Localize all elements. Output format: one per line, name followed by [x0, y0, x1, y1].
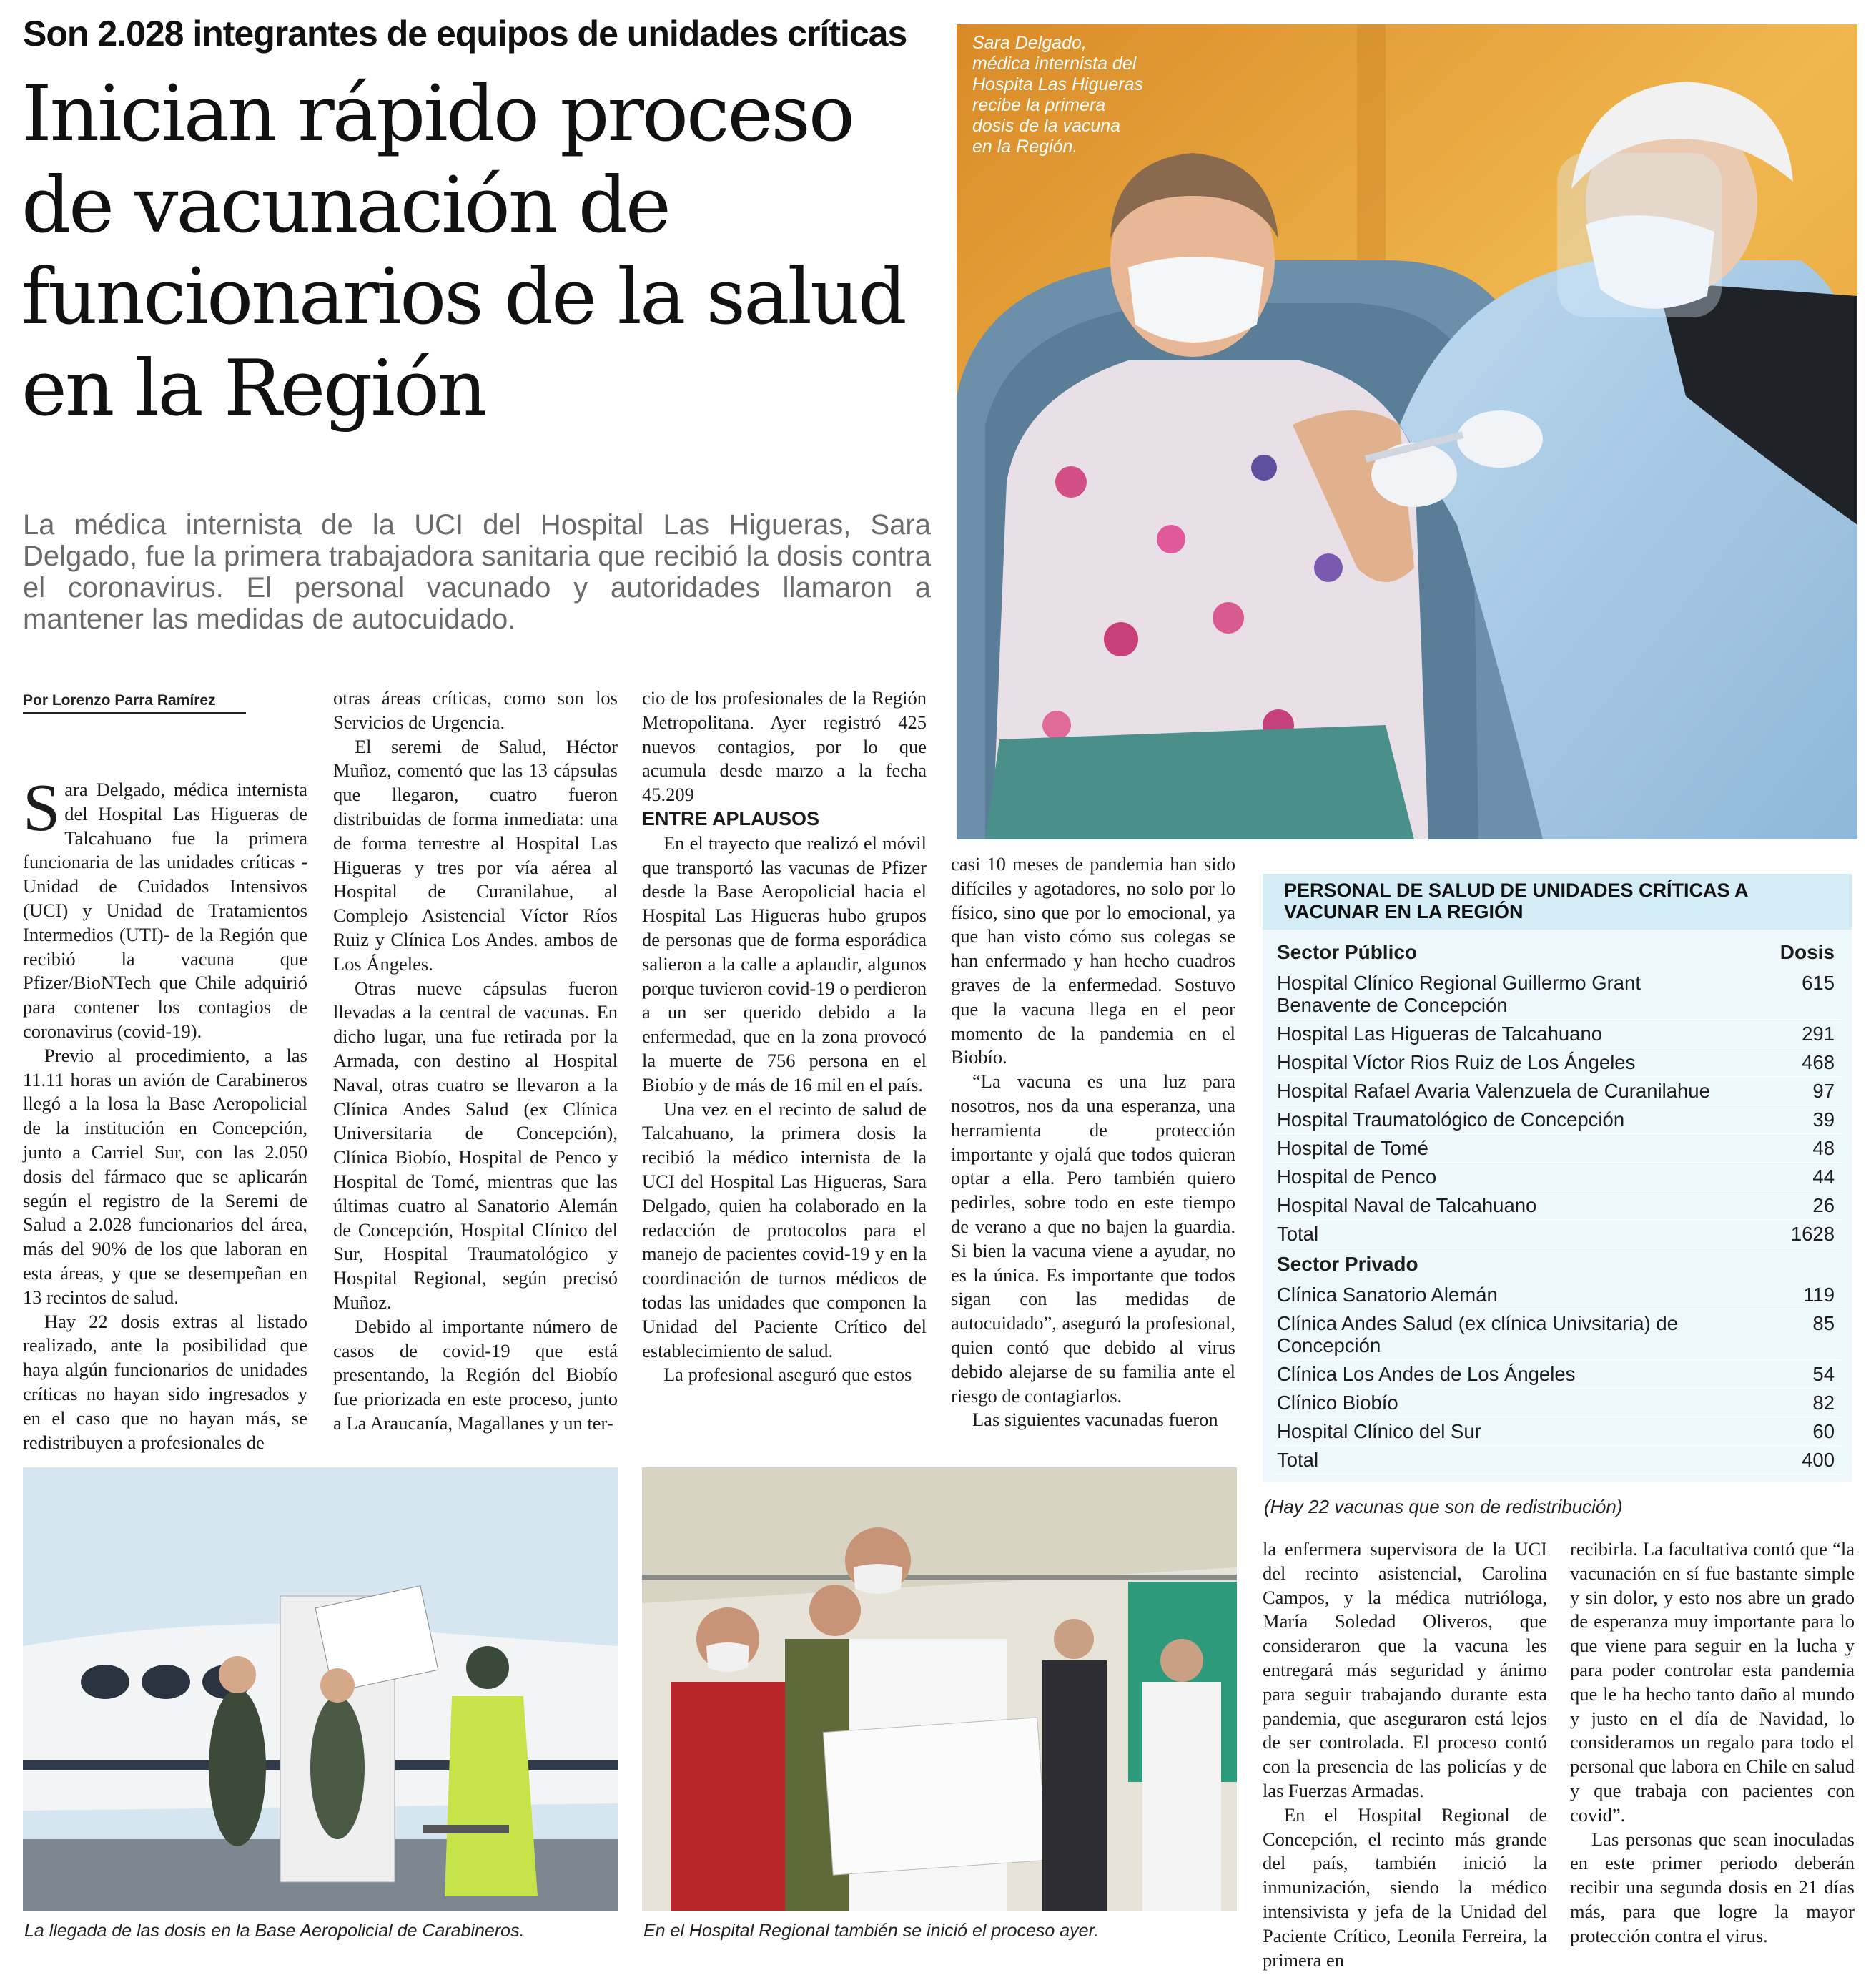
row-name: Hospital de Penco — [1277, 1166, 1437, 1188]
paragraph: El seremi de Salud, Héctor Muñoz, comentó que las 13 cápsulas que llegaron, cuatro fueron distribuidas de forma inmediata: una de forma terrestre al Hospital Las Higueras y tres por vía aérea al Hospital de Curanilahue, al Complejo Asistencial Víctor Ríos Ruiz y Clínica Los Andes. ambos de Los Ángeles. — [333, 735, 618, 975]
table-row — [1274, 1163, 1840, 1191]
main-photo-caption: Sara Delgado, médica internista del Hospita Las Higueras recibe la primera dosis de la vacuna en la Región. — [972, 33, 1144, 157]
headline: Inician rápido proceso de vacunación de funcionarios de la salud en la Región — [21, 69, 905, 433]
table-row — [1274, 1048, 1840, 1077]
column-1 — [23, 771, 307, 1454]
row-dose-value: 60 — [1812, 1420, 1835, 1442]
paragraph: Una vez en el recinto de salud de Talcahuano, la primera dosis la recibió la médico internista de la UCI del Hospital Las Higueras, Sara Delgado, quien ha colaborado en la redacción de protocolos para el manejo de pacientes covid-19 y en la coordinación de turnos médicos de todas las unidades que componen la Unidad del Paciente Crítico del establecimiento de salud. — [642, 1098, 927, 1361]
dose-header: Dosis — [1779, 941, 1835, 963]
paragraph: Otras nueve cápsulas fueron llevadas a la central de vacunas. En dicho lugar, una fue retirada por la Armada, con destino al Hospital Naval, otras cuatro se llevaron a la Clínica Andes Salud (ex Clínica Universitaria de Concepción), Clínica Biobío, Hospital de Penco y Hospital de Tomé, mientras que las últimas cuatro al Sanatorio Alemán de Concepción, Hospital Clínico del Sur, Hospital Traumatológico y Hospital Regional, según precisó Muñoz. — [333, 977, 618, 1313]
row-name: Hospital Víctor Rios Ruiz de Los Ángeles — [1277, 1051, 1636, 1073]
byline: Por Lorenzo Parra Ramírez — [23, 692, 246, 714]
table-body — [1263, 930, 1852, 1482]
main-photo — [957, 24, 1857, 839]
row-dose-value: 291 — [1802, 1023, 1835, 1045]
row-name: Clínico Biobío — [1277, 1392, 1398, 1414]
paragraph: cio de los profesionales de la Región Metropolitana. Ayer registró 425 nuevos contagios, por lo que acumula desde marzo a la fecha 45.209 — [642, 687, 927, 806]
row-dose-value: 119 — [1803, 1284, 1835, 1306]
row-name: Hospital Traumatológico de Concepción — [1277, 1108, 1625, 1131]
row-name: Clínica Andes Salud (ex clínica Univsitaria) de Concepción — [1277, 1312, 1678, 1356]
hospital-photo — [642, 1467, 1237, 1911]
deck: La médica internista de la UCI del Hospital Las Higueras, Sara Delgado, fue la primera trabajadora sanitaria que recibió la dosis contra el coronavirus. El personal vacunado y autoridades llamaron a mantener las medidas de autocuidado. — [23, 509, 931, 635]
paragraph: casi 10 meses de pandemia han sido difíciles y agotadores, no solo por lo físico, sino que por lo emocional, ya que han visto cómo sus colegas se han enfermado y han hecho cuadros graves de la enfermedad. Sostuvo que la vacuna llega en el peor momento de la pandemia en el Biobío. — [951, 853, 1235, 1068]
row-name: Hospital Naval de Talcahuano — [1277, 1194, 1537, 1216]
paragraph: “La vacuna es una luz para nosotros, nos da una esperanza, una herramienta de protección importante y ojalá que todos quieran optar a ella. Pero también quiero pedirles, sobre todo en este tiempo de verano a que no bajen la guardia. Si bien la vacuna viene a ayudar, no es la única. Es importante que todos sigan con las medidas de autocuidado”, aseguró la profesional, quien contó que debido al virus debido alejarse de su familia ante el riesgo de contagiarlos. — [951, 1070, 1235, 1407]
row-dose-value: 468 — [1802, 1051, 1835, 1073]
vaccination-table — [1263, 874, 1852, 1482]
row-name: Hospital Las Higueras de Talcahuano — [1277, 1023, 1603, 1045]
table-row — [1274, 1020, 1840, 1048]
table-row — [1274, 1220, 1840, 1248]
drop-cap: S — [23, 771, 61, 845]
column-5 — [1263, 1537, 1547, 1972]
paragraph: otras áreas críticas, como son los Servicios de Urgencia. — [333, 687, 618, 733]
row-name: Clínica Sanatorio Alemán — [1277, 1284, 1498, 1306]
row-dose-value: 48 — [1812, 1137, 1835, 1159]
paragraph-text: ara Delgado, médica internista del Hospital Las Higueras de Talcahuano fue la primera funcionaria de las unidades críticas -Unidad de Cuidados Intensivos (UCI) y Unidad de Tratamientos Intermedios (UTI)- de la Región que recibió la vacuna que Pfizer/BioNTech que Chile adquirió para contener los contagios de coronavirus (covid-19). — [23, 779, 307, 1042]
row-name: Hospital de Tomé — [1277, 1137, 1428, 1159]
row-dose-value: 54 — [1812, 1363, 1835, 1385]
table-row — [1274, 1134, 1840, 1163]
table-title: PERSONAL DE SALUD DE UNIDADES CRÍTICAS A VACUNAR EN LA REGIÓN — [1263, 874, 1852, 930]
kicker: Son 2.028 integrantes de equipos de unidades críticas — [23, 14, 907, 54]
column-3 — [642, 686, 927, 1387]
public-sector-header: Sector Público — [1277, 941, 1418, 963]
table-row — [1274, 1077, 1840, 1105]
paragraph: Debido al importante número de casos de covid-19 que está presentando, la Región del Biobío fue priorizada en este proceso, junto a La Araucanía, Magallanes y un ter- — [333, 1315, 618, 1434]
table-row — [1274, 1309, 1840, 1360]
column-6 — [1570, 1537, 1855, 1949]
plane-photo-illustration — [23, 1467, 618, 1911]
plane-photo-caption: La llegada de las dosis en la Base Aeropolicial de Carabineros. — [24, 1921, 525, 1941]
table-header-row — [1274, 937, 1840, 969]
table-row — [1274, 1360, 1840, 1389]
row-name: Hospital Clínico Regional Guillermo Grant Benavente de Concepción — [1277, 972, 1641, 1016]
hospital-photo-caption: En el Hospital Regional también se inició el proceso ayer. — [643, 1921, 1099, 1941]
table-row — [1274, 1105, 1840, 1134]
row-name: Hospital Clínico del Sur — [1277, 1420, 1481, 1442]
row-name: Clínica Los Andes de Los Ángeles — [1277, 1363, 1576, 1385]
paragraph: Las personas que sean inoculadas en este primer periodo deberán recibir una segunda dosis en 21 días más, para que logre la mayor protección contra el virus. — [1570, 1828, 1855, 1946]
paragraph: La profesional aseguró que estos — [663, 1364, 912, 1386]
subhead: ENTRE APLAUSOS — [642, 807, 820, 829]
row-dose-value: 39 — [1812, 1108, 1835, 1131]
table-row — [1274, 1191, 1840, 1220]
paragraph: recibirla. La facultativa contó que “la vacunación en sí fue bastante simple y sin dolor, y esto nos abre un grado de esperanza muy importante para lo que viene para seguir en la lucha y para poder controlar esta pandemia que le ha hecho tanto daño al mundo y justo en el día de Navidad, lo consideramos un regalo para todo el personal que labora en Chile en salud y que trabaja con pacientes con covid”. — [1570, 1538, 1855, 1826]
row-name: Total — [1277, 1223, 1319, 1245]
paragraph: En el Hospital Regional de Concepción, el recinto más grande del país, también inició la inmunización, siendo la médico intensivista y jefa de la Unidad del Paciente Crítico, Leonila Ferreira, la primera en — [1263, 1803, 1547, 1971]
paragraph: Previo al procedimiento, a las 11.11 horas un avión de Carabineros llegó a la losa la Base Aeropolicial de la institución en Concepción, junto a Carriel Sur, con las 2.050 dosis del fármaco que se aplicarán según el registro de la Seremi de Salud a 2.028 funcionarios del área, más del 90% de los que laboran en esta áreas, y que se desempeñan en 13 recintos de salud. — [23, 1044, 307, 1308]
table-row — [1274, 969, 1840, 1020]
paragraph: la enfermera supervisora de la UCI del recinto asistencial, Carolina Campos, y la médica nutrióloga, María Soledad Oliveros, que consideraron que la vacuna les entregará más seguridad y ánimo para seguir trabajando durante esta pandemia, que aseguraron está lejos de ser controlada. El proceso contó con la presencia de las policías y de las Fuerzas Armadas. — [1263, 1538, 1547, 1801]
row-dose-value: 82 — [1812, 1392, 1835, 1414]
table-note: (Hay 22 vacunas que son de redistribución) — [1264, 1496, 1623, 1517]
public-rows — [1274, 969, 1840, 1248]
table-row — [1274, 1281, 1840, 1309]
column-2 — [333, 686, 618, 1436]
row-name: Total — [1277, 1449, 1319, 1471]
paragraph: Las siguientes vacunadas fueron — [972, 1409, 1218, 1431]
table-row — [1274, 1389, 1840, 1417]
hospital-photo-illustration — [642, 1467, 1237, 1911]
table-header-row — [1274, 1248, 1840, 1281]
row-dose-value: 26 — [1812, 1194, 1835, 1216]
row-dose-value: 615 — [1802, 972, 1835, 994]
row-dose-value: 1628 — [1790, 1223, 1835, 1245]
private-sector-header: Sector Privado — [1277, 1253, 1418, 1275]
paragraph: En el trayecto que realizó el móvil que transportó las vacunas de Pfizer desde la Base Aeropolicial hacia el Hospital Las Higueras hubo grupos de personas que de forma esporádica salieron a la calle a aplaudir, algunos porque tuvieron covid-19 o perdieron a un ser querido debido a la enfermedad, que en la zona provocó la muerte de 756 persona en el Biobío y de más de 16 mil en el país. — [642, 832, 927, 1095]
paragraph: Hay 22 dosis extras al listado realizado, ante la posibilidad que haya algún funcionarios de unidades críticas no hayan sido ingresados y en el caso que no hayan más, se redistribuyen a profesionales de — [23, 1310, 307, 1453]
column-4 — [951, 852, 1235, 1432]
row-name: Hospital Rafael Avaria Valenzuela de Curanilahue — [1277, 1080, 1710, 1102]
row-dose-value: 400 — [1802, 1449, 1835, 1471]
plane-photo — [23, 1467, 618, 1911]
row-dose-value: 44 — [1812, 1166, 1835, 1188]
row-dose-value: 97 — [1812, 1080, 1835, 1102]
private-rows — [1274, 1281, 1840, 1474]
paragraph — [23, 771, 307, 1044]
table-row — [1274, 1446, 1840, 1474]
table-row — [1274, 1417, 1840, 1446]
row-dose-value: 85 — [1812, 1312, 1835, 1334]
